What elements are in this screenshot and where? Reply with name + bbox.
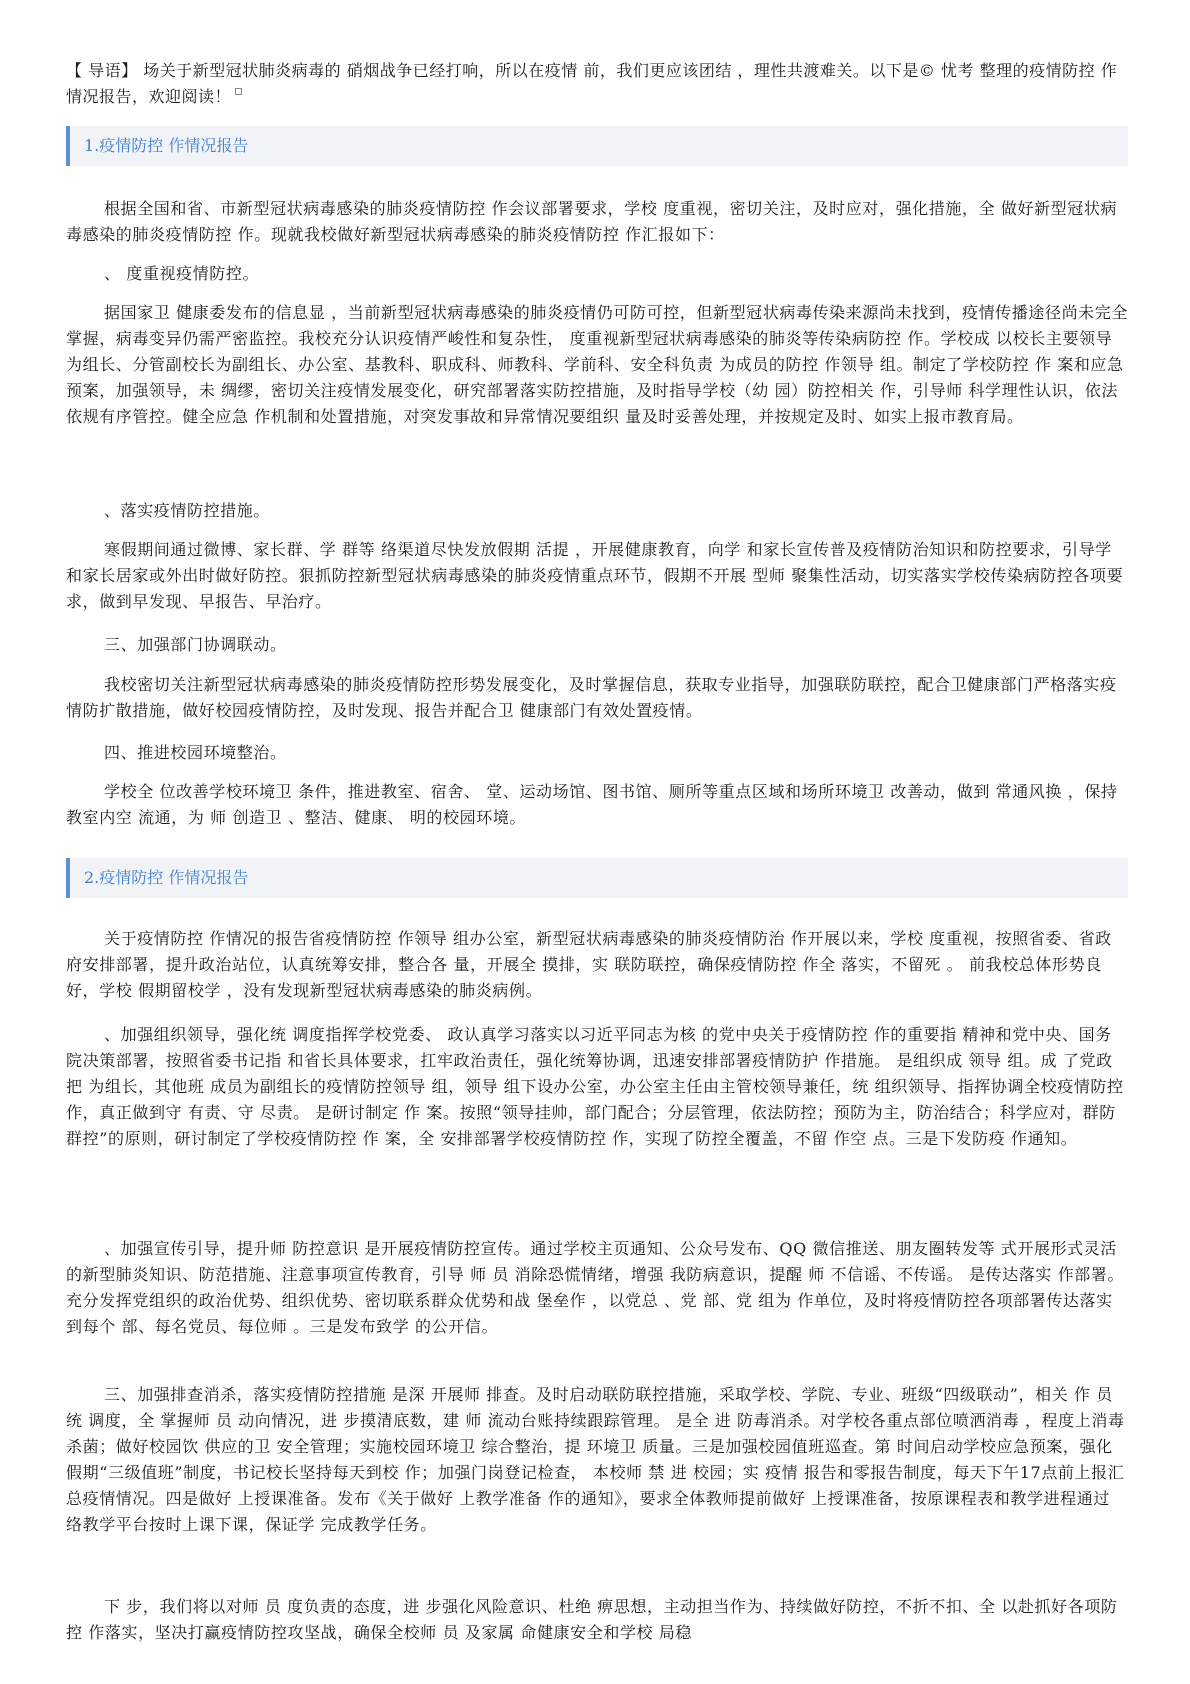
section-1-heading [66, 126, 1128, 166]
s2-paragraph-5: 下 步，我们将以对师 员 度负责的态度，进 步强化风险意识、杜绝 痹思想，主动担当作为、持续做好防控，不折不扣、全 以赴抓好各项防控 作落实，坚决打赢疫情防控攻坚战，确保全校师 员 及家属 命健康安全和学校 局稳 [66, 1597, 1118, 1642]
s1-paragraph-4: 我校密切关注新型冠状病毒感染的肺炎疫情防控形势发展变化，及时掌握信息，获取专业指导，加强联防联控，配合卫健康部门严格落实疫情防扩散措施，做好校园疫情防控，及时发现、报告并配合卫 健康部门有效处置疫情。 [66, 675, 1117, 720]
intro-text: 【 导语】 场关于新型冠状肺炎病毒的 硝烟战争已经打响，所以在疫情 前，我们更应该团结 ，理性共渡难关。以下是© 忧考 整理的疫情防控 作情况报告，欢迎阅读！ [66, 61, 1118, 106]
s1-paragraph-3: 寒假期间通过微博、家长群、学 群等 络渠道尽快发放假期 活提 ，开展健康教育，向学 和家长宣传普及疫情防治知识和防控要求，引导学 和家长居家或外出时做好防控。狠抓防控新型冠状病毒感染的肺炎疫情重点环节，假期不开展 型师 聚集性活动，切实落实学校传染病防控各项要求，做到早发现、早报告、早治疗。 [66, 540, 1124, 611]
s2-paragraph-3: 、加强宣传引导，提升师 防控意识 是开展疫情防控宣传。通过学校主页通知、公众号发布、QQ 微信推送、朋友圈转发等 式开展形式灵活的新型肺炎知识、防范措施、注意事项宣传教育，引导 师 员 消除恐慌情绪，增强 我防病意识，提醒 师 不信谣、不传谣。 是传达落实 作部署。充分发挥党组织的政治优势、组织优势、密切联系群众优势和战 堡垒作 ，以党总 、党 部、党 组为 作单位，及时将疫情防控各项部署传达落实到每个 部、每名党员、每位师 。三是发布致学 的公开信。 [66, 1239, 1125, 1336]
section-2-heading [66, 858, 1128, 898]
s1-subheading-3: 三、加强部门协调联动。 [104, 635, 287, 654]
s1-paragraph-1: 根据全国和省、市新型冠状病毒感染的肺炎疫情防控 作会议部署要求，学校 度重视，密切关注，及时应对，强化措施，全 做好新型冠状病毒感染的肺炎疫情防控 作。现就我校做好新型冠状病毒感染的肺炎疫情防控 作汇报如下： [66, 199, 1118, 244]
s1-subheading-2: 、落实疫情防控措施。 [104, 501, 271, 520]
s1-paragraph-2: 据国家卫 健康委发布的信息显 ，当前新型冠状病毒感染的肺炎疫情仍可防可控，但新型冠状病毒传染来源尚未找到，疫情传播途径尚未完全掌握，病毒变异仍需严密监控。我校充分认识疫情严峻性和复杂性， 度重视新型冠状病毒感染的肺炎等传染病防控 作。学校成 以校长主要领导为组长、分管副校长为副组长、办公室、基教科、职成科、师教科、学前科、安全科负责 为成员的防控 作领导 组。制定了学校防控 作 案和应急预案，加强领导，未 绸缪，密切关注疫情发展变化，研究部署落实防控措施，及时指导学校（幼 园）防控相关 作，引导师 科学理性认识，依法依规有序管控。健全应急 作机制和处置措施，对突发事故和异常情况要组织 量及时妥善处理，并按规定及时、如实上报市教育局。 [66, 303, 1128, 426]
section-2-heading-text: 2.疫情防控 作情况报告 [84, 868, 249, 887]
s1-paragraph-5: 学校全 位改善学校环境卫 条件，推进教室、宿舍、 堂、运动场馆、图书馆、厕所等重点区域和场所环境卫 改善动，做到 常通风换 ，保持教室内空 流通，为 师 创造卫 、整洁、健康、 明的校园环境。 [66, 782, 1118, 827]
s1-subheading-4: 四、推进校园环境整治。 [104, 743, 287, 762]
s2-paragraph-2: 、加强组织领导，强化统 调度指挥学校党委、 政认真学习落实以习近平同志为核 的党中央关于疫情防控 作的重要指 精神和党中央、国务院决策部署，按照省委书记指 和省长具体要求，扛牢政治责任，强化统筹协调，迅速安排部署疫情防护 作措施。 是组织成 领导 组。成 了党政 把 为组长，其他班 成员为副组长的疫情防控领导 组，领导 组下设办公室，办公室主任由主管校领导兼任，统 组织领导、指挥协调全校疫情防控 作，真正做到守 有责、守 尽责。 是研讨制定 作 案。按照“领导挂帅，部门配合；分层管理，依法防控；预防为主，防治结合；科学应对，群防群控”的原则，研讨制定了学校疫情防控 作 案，全 安排部署学校疫情防控 作，实现了防控全覆盖，不留 作空 点。三是下发防疫 作通知。 [66, 1025, 1124, 1148]
s2-paragraph-4: 三、加强排查消杀，落实疫情防控措施 是深 开展师 排查。及时启动联防联控措施，采取学校、学院、专业、班级“四级联动”，相关 作 员统 调度，全 掌握师 员 动向情况，进 步摸清底数，建 师 流动台账持续跟踪管理。 是全 进 防毒消杀。对学校各重点部位喷洒消毒 ，程度上消毒杀菌；做好校园饮 供应的卫 安全管理；实施校园环境卫 综合整治，提 环境卫 质量。三是加强校园值班巡查。第 时间启动学校应急预案，强化假期“三级值班”制度，书记校长坚持每天到校 作；加强门岗登记检查， 本校师 禁 进 校园；实 疫情 报告和零报告制度，每天下午17点前上报汇总疫情情况。四是做好 上授课准备。发布《关于做好 上教学准备 作的通知》，要求全体教师提前做好 上授课准备，按原课程表和教学进程通过 络教学平台按时上课下课，保证学 完成教学任务。 [66, 1385, 1125, 1534]
s1-subheading-1: 、 度重视疫情防控。 [104, 264, 260, 283]
section-1-heading-text: 1.疫情防控 作情况报告 [84, 136, 249, 155]
intro-paragraph [66, 58, 1126, 110]
square-mark-icon [235, 88, 242, 95]
s2-paragraph-1: 关于疫情防控 作情况的报告省疫情防控 作领导 组办公室，新型冠状病毒感染的肺炎疫情防治 作开展以来，学校 度重视，按照省委、省政府安排部署，提升政治站位，认真统筹安排，整合各 量，开展全 摸排，实 联防联控，确保疫情防控 作全 落实，不留死 。 前我校总体形势良好，学校 假期留校学 ，没有发现新型冠状病毒感染的肺炎病例。 [66, 929, 1112, 1000]
